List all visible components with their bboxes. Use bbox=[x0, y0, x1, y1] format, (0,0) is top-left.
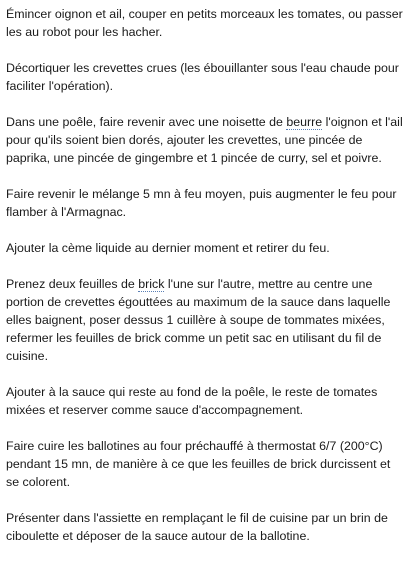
recipe-step-5 bbox=[6, 239, 403, 257]
step-text: Émincer oignon et ail, couper en petits morceaux les tomates, ou passer les au robot pour les hacher. bbox=[6, 7, 403, 39]
step-text: Prenez deux feuilles de bbox=[6, 277, 139, 291]
step-text: l'oignon et l'ail pour qu'ils soient bien dorés, ajouter les crevettes, une pincée de paprika, une pincée de gingembre et 1 pincée de curry, sel et poivre. bbox=[6, 115, 403, 165]
recipe-step-9 bbox=[6, 509, 403, 545]
recipe-step-6 bbox=[6, 275, 403, 365]
recipe-step-3 bbox=[6, 113, 403, 167]
recipe-step-2 bbox=[6, 59, 403, 95]
step-text: Présenter dans l'assiette en remplaçant le fil de cuisine par un brin de ciboulette et déposer de la sauce autour de la ballotine. bbox=[6, 511, 388, 543]
step-text: Faire cuire les ballotines au four préchauffé à thermostat 6/7 (200°C) pendant 15 mn, de manière à ce que les feuilles de brick durcissent et se colorent. bbox=[6, 439, 391, 489]
ingredient-link-brick[interactable]: brick bbox=[138, 277, 165, 291]
recipe-step-8 bbox=[6, 437, 403, 491]
recipe-step-4 bbox=[6, 185, 403, 221]
step-text: Faire revenir le mélange 5 mn à feu moyen, puis augmenter le feu pour flamber à l'Armagnac. bbox=[6, 187, 397, 219]
step-text: Dans une poêle, faire revenir avec une noisette de bbox=[6, 115, 287, 129]
step-text: l'une sur l'autre, mettre au centre une portion de crevettes égouttées au maximum de la sauce dans laquelle elles baignent, poser dessus 1 cuillère à soupe de tommates mixées, refermer les feuilles de brick comme un petit sac en utilisant du fil de cuisine. bbox=[6, 277, 391, 363]
recipe-step-7 bbox=[6, 383, 403, 419]
step-text: Ajouter à la sauce qui reste au fond de la poêle, le reste de tomates mixées et reserver comme sauce d'accompagnement. bbox=[6, 385, 378, 417]
step-text: Ajouter la cème liquide au dernier moment et retirer du feu. bbox=[6, 241, 330, 255]
recipe-step-1 bbox=[6, 5, 403, 41]
step-text: Décortiquer les crevettes crues (les ébouillanter sous l'eau chaude pour faciliter l'opération). bbox=[6, 61, 399, 93]
ingredient-link-beurre[interactable]: beurre bbox=[286, 115, 323, 129]
